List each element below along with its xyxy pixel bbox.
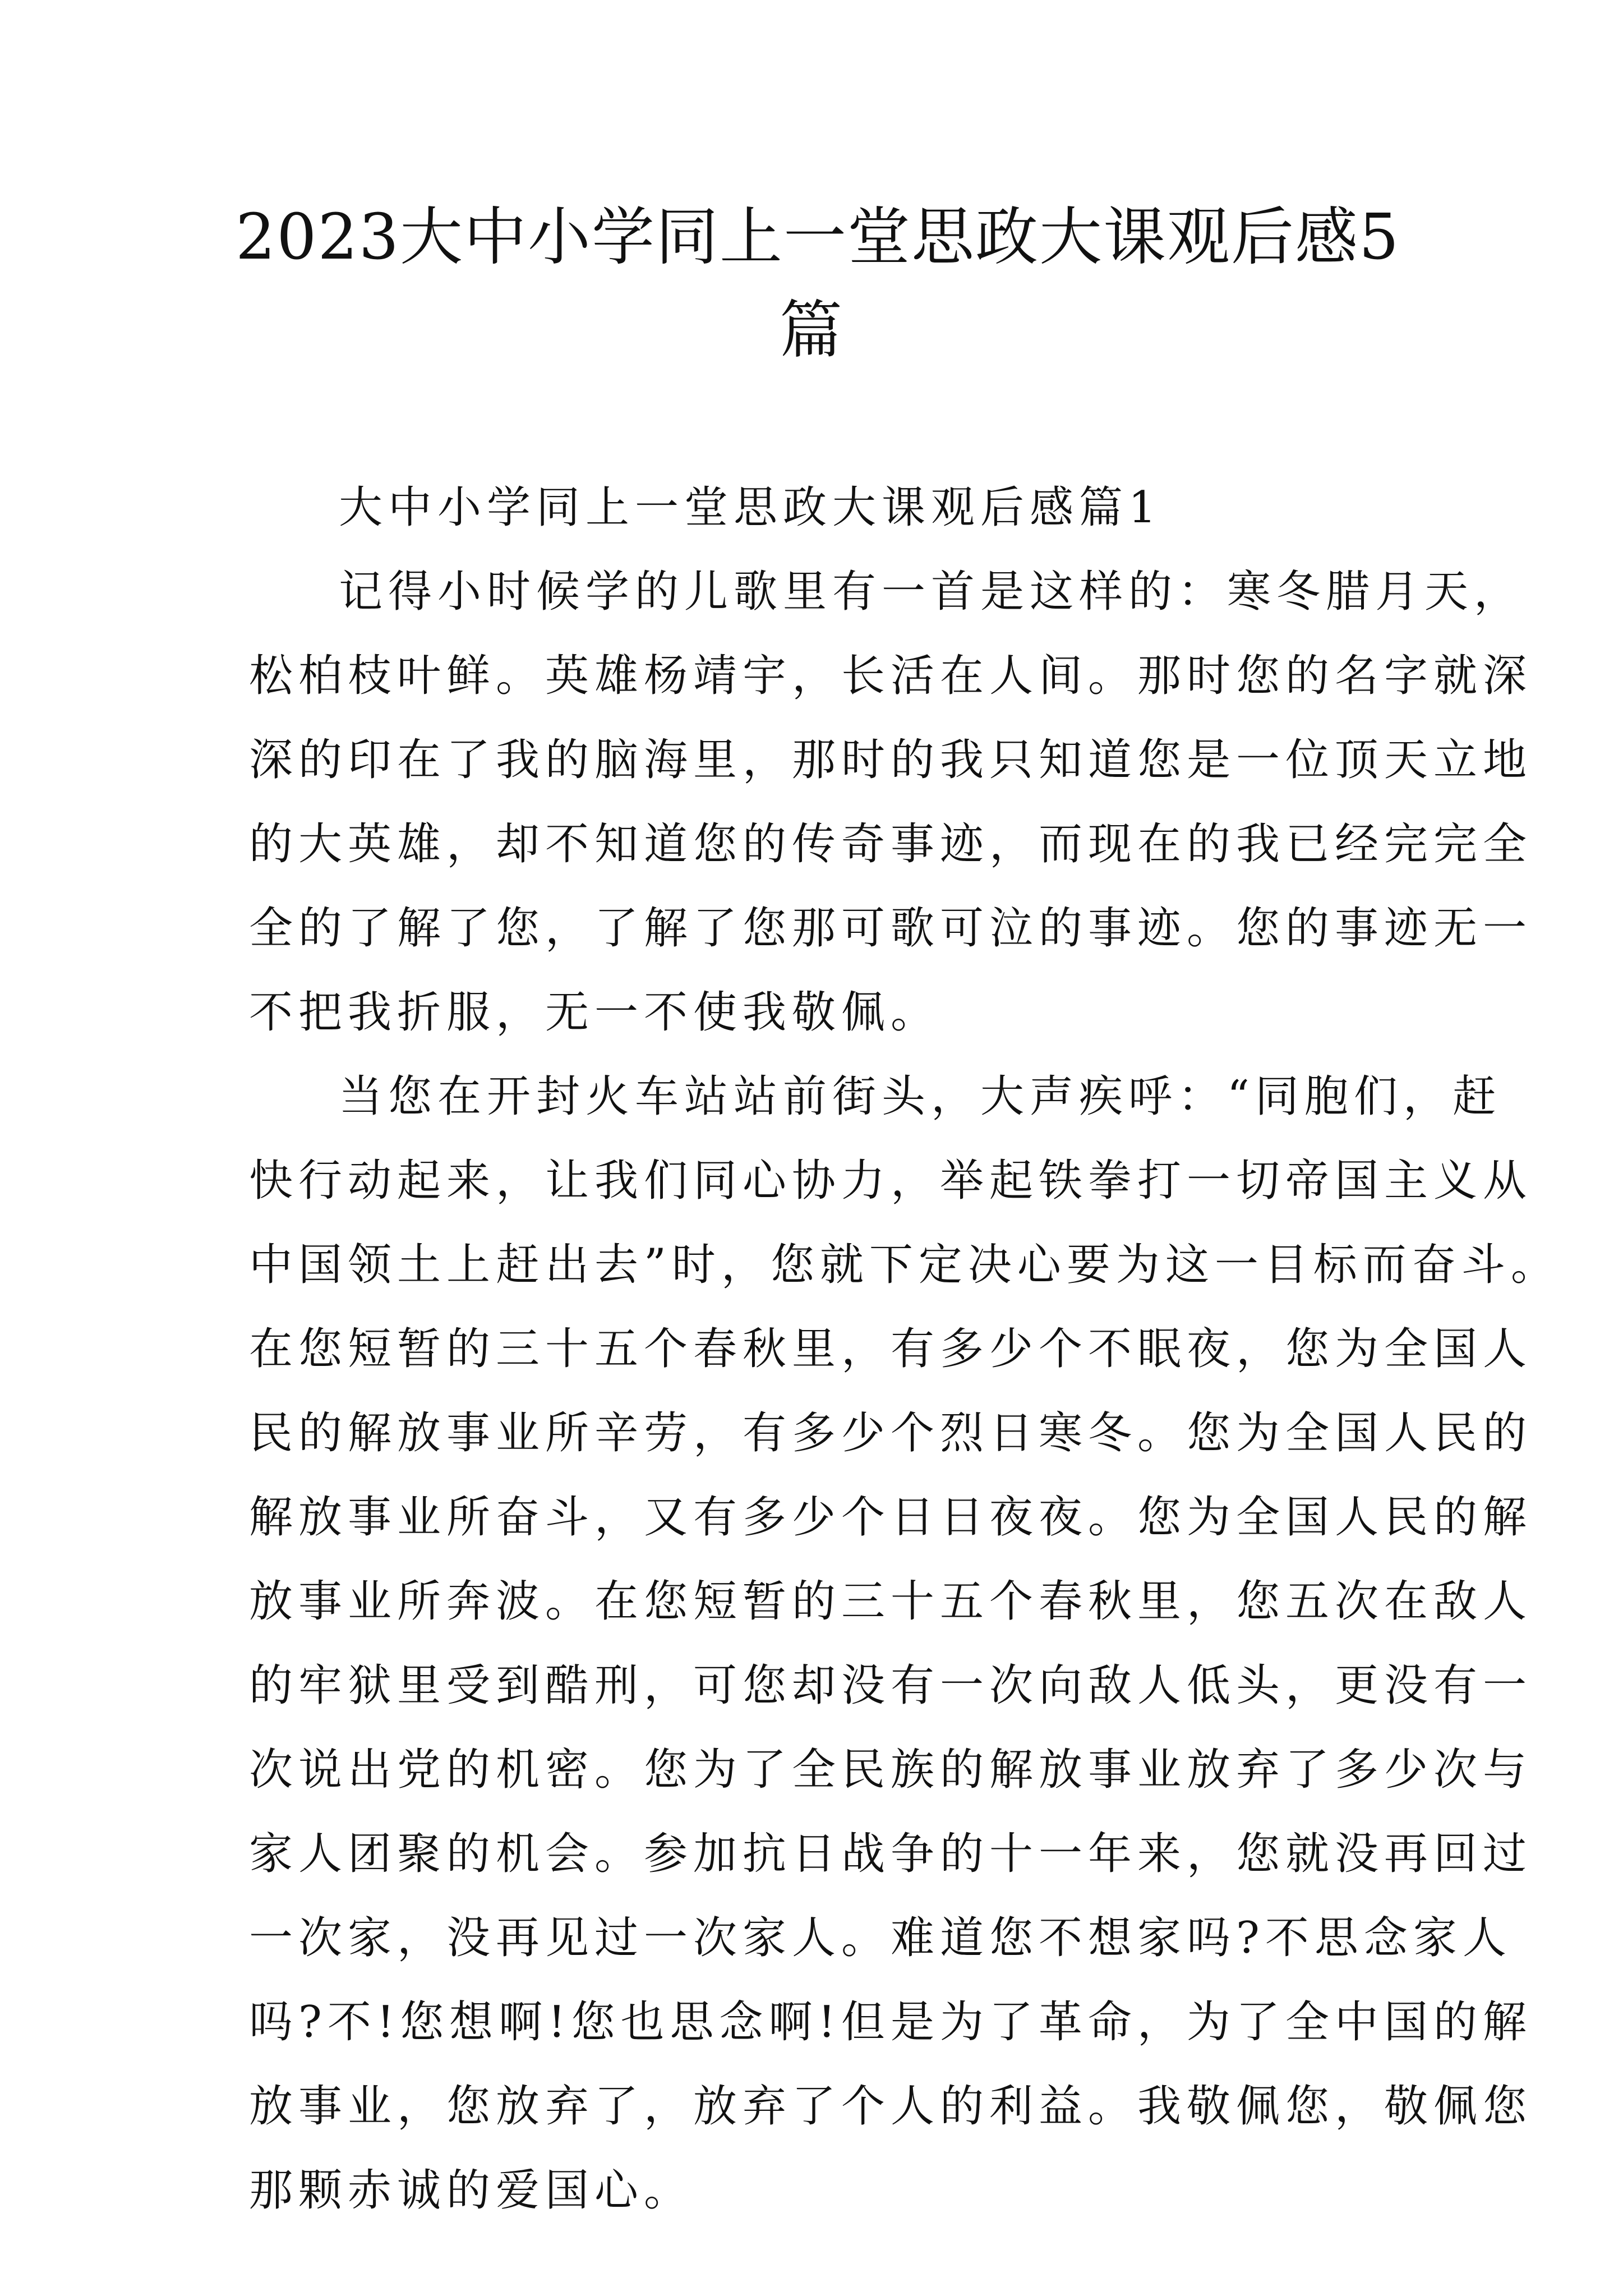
document-title bbox=[236, 191, 1400, 377]
paragraph-line: 不把我折服，无一不使我敬佩。 bbox=[249, 987, 940, 1038]
paragraph-line: 放事业所奔波。在您短暂的三十五个春秋里，您五次在敌人 bbox=[249, 1576, 1533, 1627]
paragraph-line: 家人团聚的机会。参加抗日战争的十一年来，您就没再回过 bbox=[249, 1829, 1533, 1879]
paragraph-line: 放事业，您放弃了，放弃了个人的利益。我敬佩您，敬佩您 bbox=[249, 2081, 1533, 2132]
title-line-2: 篇 bbox=[780, 294, 843, 367]
document-body bbox=[249, 466, 1560, 2233]
paragraph-line: 解放事业所奋斗，又有多少个日日夜夜。您为全国人民的解 bbox=[249, 1492, 1533, 1543]
section-heading bbox=[249, 466, 1382, 550]
paragraph-line: 民的解放事业所辛劳，有多少个烈日寒冬。您为全国人民的 bbox=[249, 1408, 1533, 1458]
paragraph-line: 当您在开封火车站站前街头，大声疾呼：“同胞们，赶 bbox=[339, 1071, 1502, 1122]
paragraph-line: 快行动起来，让我们同心协力，举起铁拳打一切帝国主义从 bbox=[249, 1156, 1533, 1206]
paragraph-line: 那颗赤诚的爱国心。 bbox=[249, 2165, 694, 2216]
paragraph-line: 吗?不!您想啊!您也思念啊!但是为了革命，为了全中国的解 bbox=[249, 1997, 1532, 2047]
paragraph-line: 松柏枝叶鲜。英雄杨靖宇，长活在人间。那时您的名字就深 bbox=[249, 651, 1533, 701]
paragraph-line: 全的了解了您，了解了您那可歌可泣的事迹。您的事迹无一 bbox=[249, 903, 1533, 954]
paragraph-1 bbox=[249, 550, 1533, 1055]
section-heading-text: 大中小学同上一堂思政大课观后感篇1 bbox=[339, 482, 1162, 533]
paragraph-line: 次说出党的机密。您为了全民族的解放事业放弃了多少次与 bbox=[249, 1745, 1533, 1795]
paragraph-line: 在您短暂的三十五个春秋里，有多少个不眠夜，您为全国人 bbox=[249, 1324, 1533, 1374]
paragraph-line: 记得小时候学的儿歌里有一首是这样的：寒冬腊月天， bbox=[339, 567, 1524, 617]
paragraph-2 bbox=[249, 1055, 1560, 2233]
paragraph-line: 的大英雄，却不知道您的传奇事迹，而现在的我已经完完全 bbox=[249, 819, 1533, 869]
title-line-1: 2023大中小学同上一堂思政大课观后感5 bbox=[236, 201, 1400, 274]
paragraph-line: 一次家，没再见过一次家人。难道您不想家吗?不思念家人 bbox=[249, 1913, 1512, 1963]
paragraph-line: 中国领土上赶出去”时，您就下定决心要为这一目标而奋斗。 bbox=[249, 1240, 1560, 1290]
paragraph-line: 深的印在了我的脑海里，那时的我只知道您是一位顶天立地 bbox=[249, 735, 1533, 785]
paragraph-line: 的牢狱里受到酷刑，可您却没有一次向敌人低头，更没有一 bbox=[249, 1660, 1533, 1711]
